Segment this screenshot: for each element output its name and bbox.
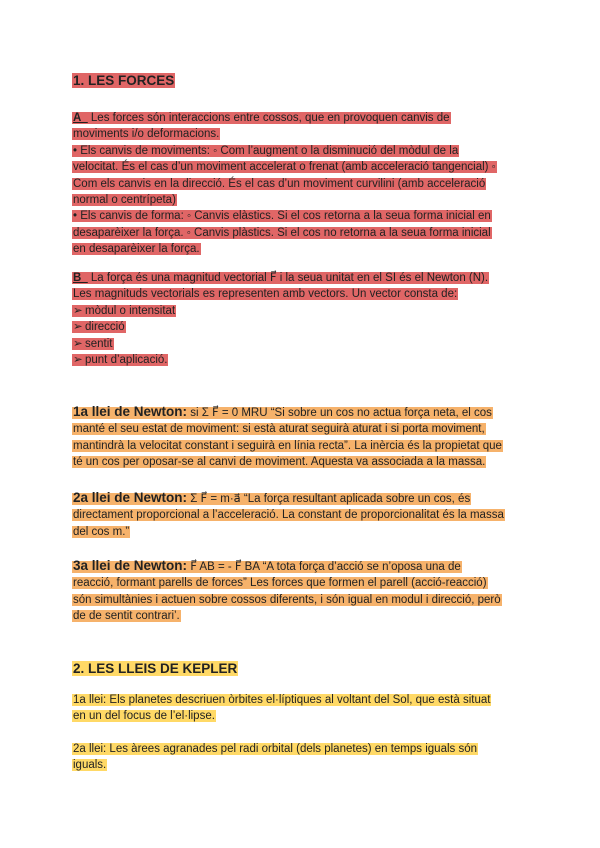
arrow-bullet-icon: ➢ [73,337,83,350]
newton-law-3-title: 3a llei de Newton: [73,558,188,573]
list-item [72,321,126,333]
newton-law-1-text-1: si Σ F⃗ = 0 MRU “Si sobre un cos no actua força neta, el cos [187,407,492,419]
kepler-law-1-text-1: 1a llei: Els planetes descriuen òrbites el·líptiques al voltant del Sol, que està situat [73,694,491,706]
paragraph-a-text-5: Com els canvis en la direcció. És el cas d’un moviment curvilini (amb acceleració [73,177,486,190]
paragraph-a-text-8: desaparèixer la força. ◦ Canvis plàstics. Si el cos no retorna a la seua forma inicial [73,226,491,239]
newton-law-2-text-3: del cos m.” [73,525,130,538]
paragraph-b-line [72,272,489,284]
paragraph-a-text-1: Les forces són interaccions entre cossos, que en provoquen canvis de [87,112,450,124]
paragraph-a-text-6: normal o centrípeta) [73,194,176,207]
list-item [72,338,114,350]
paragraph-a-label: A_ [73,112,88,124]
newton-law-2-text-2: directament proporcional a l’acceleració. La constant de proporcionalitat és la massa [73,509,504,522]
paragraph-b-text-2: Les magnituds vectorials es representen amb vectors. Un vector consta de: [73,288,458,301]
newton-law-2 [72,490,532,540]
paragraph-a-text-2: moviments i/o deformacions. [73,128,220,141]
newton-law-1-text-4: té un cos per oposar-se al canvi de moviment. Aquesta va associada a la massa. [73,456,486,469]
newton-law-3-text-4: de de sentit contrari’. [73,610,180,623]
list-item [72,354,168,366]
section-forces [72,72,532,90]
list-item-text: sentit [85,337,113,350]
kepler-law-2-text-1: 2a llei: Les àrees agranades pel radi orbital (dels planetes) en temps iguals són [73,743,478,755]
newton-law-3-text-2: reacció, formant parells de forces” Les forces que formen el parell (acció-reacció) [73,577,487,590]
kepler-law-2-text-2: iguals. [73,759,107,772]
paragraph-a-text-9: en desaparèixer la força. [73,243,200,256]
newton-law-3 [72,558,532,625]
newton-law-3-line [72,558,462,573]
kepler-law-1 [72,692,532,725]
newton-law-2-text-1: Σ F⃗ = m·a⃗ “La força resultant aplicada sobre un cos, és [187,493,471,505]
list-item-text: mòdul o intensitat [85,304,176,317]
section-kepler [72,660,532,678]
newton-law-3-text-1: F⃗ AB = - F⃗ BA “A tota força d’acció se n’oposa una de [187,561,461,573]
section-title-kepler: 2. LES LLEIS DE KEPLER [73,661,238,676]
list-item-text: punt d’aplicació. [85,354,168,367]
newton-law-1-text-3: mantindrà la velocitat constant i seguirà en línia recta”. La inèrcia és la propietat que [73,439,502,452]
newton-law-2-line [72,490,471,505]
newton-law-1 [72,404,532,471]
arrow-bullet-icon: ➢ [73,354,83,367]
section-title-forces: 1. LES FORCES [73,73,175,88]
arrow-bullet-icon: ➢ [73,304,83,317]
kepler-law-2 [72,741,532,774]
paragraph-a [72,110,532,258]
newton-law-1-line [72,404,493,419]
kepler-law-1-text-2: en un del focus de l’el·lipse. [73,710,215,723]
paragraph-b-text-1: La força és una magnitud vectorial F⃗ i la seua unitat en el SI és el Newton (N). [87,272,489,284]
arrow-bullet-icon: ➢ [73,321,83,334]
paragraph-b [72,270,532,368]
paragraph-b-label: B_ [73,272,88,284]
list-item-text: direcció [85,321,125,334]
paragraph-a-line [72,112,451,124]
list-item [72,305,176,317]
paragraph-a-text-3: • Els canvis de moviments: ◦ Com l’augment o la disminució del mòdul de la [73,144,459,157]
newton-law-3-text-3: són simultànies i actuen sobre cossos diferents, i són igual en modul i direcció, però [73,593,501,606]
paragraph-a-text-7: • Els canvis de forma: ◦ Canvis elàstics. Si el cos retorna a la seua forma inicial en [73,210,491,223]
paragraph-a-text-4: velocitat. És el cas d’un moviment accelerat o frenat (amb acceleració tangencial) ◦ [73,161,496,174]
newton-law-1-title: 1a llei de Newton: [73,404,188,419]
newton-law-1-text-2: manté el seu estat de moviment: si està aturat seguirà aturat i si porta moviment, [73,423,485,436]
newton-law-2-title: 2a llei de Newton: [73,490,188,505]
